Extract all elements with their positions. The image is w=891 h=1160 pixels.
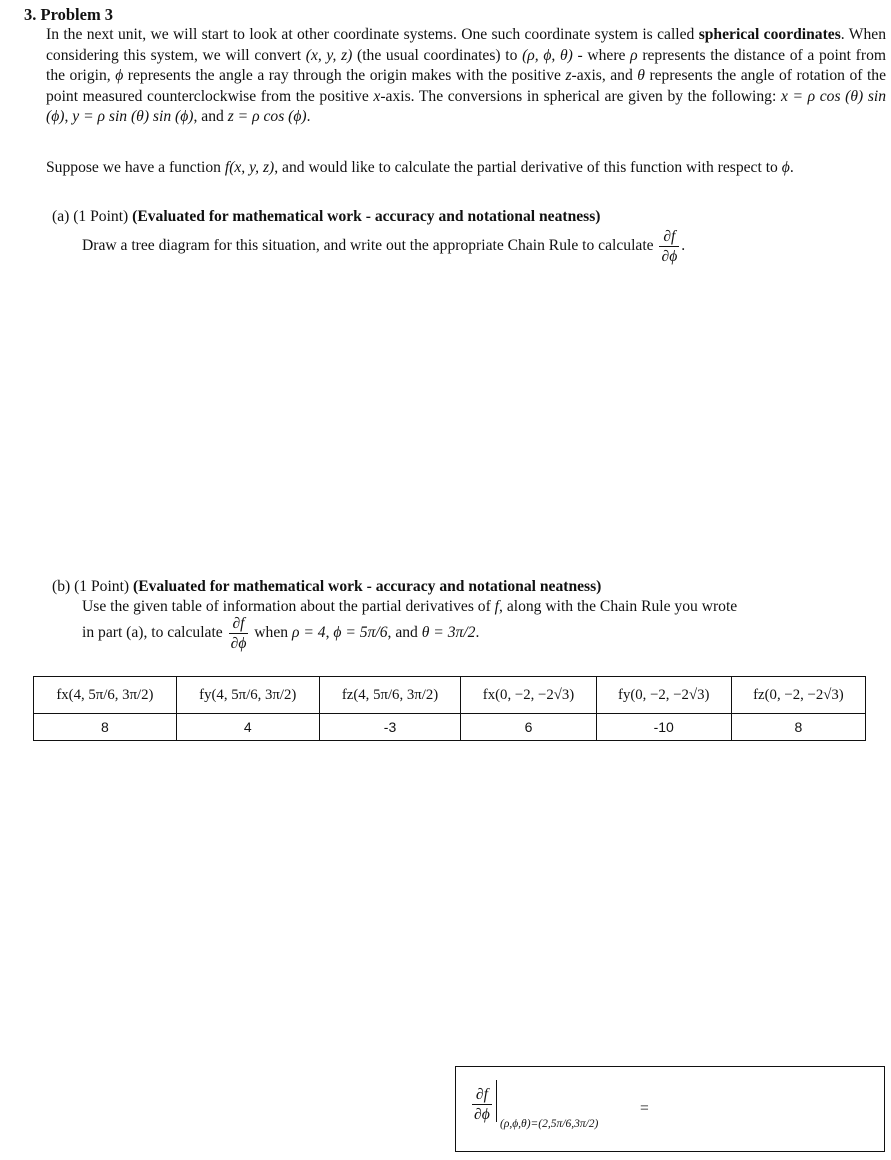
partial-derivative-fraction: $\frac{\partial f}{\partial\phi}$ xyxy=(661,228,678,265)
table-row xyxy=(34,714,866,741)
part-b-instruction-line1: Use the given table of information about the partial derivatives of f, along with the Chain Rule you wrote xyxy=(82,598,738,615)
part-b-heading: (b) (1 Point) (Evaluated for mathematical work - accuracy and notational neatness) xyxy=(52,578,602,595)
partial-derivative-fraction: $\frac{\partial f}{\partial\phi}$ xyxy=(230,615,247,652)
table-header-cell: fx(4, 5π/6, 3π/2) xyxy=(34,677,177,714)
table-cell: 8 xyxy=(731,714,865,741)
table-header-cell: fz(0, −2, −2√3) xyxy=(731,677,865,714)
table-header-row xyxy=(34,677,866,714)
evaluation-bar xyxy=(496,1080,497,1122)
conversion-x: x = ρ cos (θ) sin (ϕ) xyxy=(46,87,887,126)
table-cell: 4 xyxy=(176,714,319,741)
partial-derivatives-table xyxy=(33,676,866,741)
table-cell: 8 xyxy=(34,714,177,741)
answer-box[interactable] xyxy=(455,1066,885,1152)
table-header-cell: fz(4, 5π/6, 3π/2) xyxy=(319,677,461,714)
intro-paragraph: In the next unit, we will start to look at other coordinate systems. One such coordinate system is called spherical coordinates. When considering this system, we will convert (x, y, z) (the usual coordinates) to (ρ, ϕ, θ) - where ρ represents the distance of a point from the origin, ϕ represents the angle a ray through the origin makes with the positive z-axis, and θ represents the angle of rotation of the point measured counterclockwise from the positive x-axis. The conversions in spherical are given by the following: x = ρ cos (θ) sin (ϕ), y = ρ sin (θ) sin (ϕ), and z = ρ cos (ϕ). xyxy=(46,26,887,126)
table-header-cell: fy(0, −2, −2√3) xyxy=(596,677,731,714)
table-cell: 6 xyxy=(461,714,596,741)
table-cell: -10 xyxy=(596,714,731,741)
part-a-instruction: Draw a tree diagram for this situation, and write out the appropriate Chain Rule to calculate $\frac{\partial f}{\partial\phi}$ . xyxy=(82,228,686,265)
evaluation-point-subscript: (ρ,ϕ,θ)=(2,5π/6,3π/2) xyxy=(500,1118,599,1130)
table-header-cell: fx(0, −2, −2√3) xyxy=(461,677,596,714)
problem-heading: 3. Problem 3 xyxy=(24,5,114,24)
function-paragraph: Suppose we have a function f(x, y, z), and would like to calculate the partial derivative of this function with respect to ϕ. xyxy=(46,159,794,176)
part-b-instruction-line2: in part (a), to calculate $\frac{\partial f}{\partial\phi}$ when ρ = 4, ϕ = 5π/6, and θ = 3π/2. xyxy=(82,615,480,652)
table-cell: -3 xyxy=(319,714,461,741)
table-header-cell: fy(4, 5π/6, 3π/2) xyxy=(176,677,319,714)
part-a-heading: (a) (1 Point) (Evaluated for mathematical work - accuracy and notational neatness) xyxy=(52,208,601,225)
conversion-z: z = ρ cos (ϕ) xyxy=(227,108,307,126)
equals-sign: = xyxy=(640,1100,649,1117)
conversion-y: y = ρ sin (θ) sin (ϕ) xyxy=(72,108,194,126)
answer-partial-derivative: $\frac{\partial f}{\partial\phi}$ xyxy=(474,1086,490,1123)
